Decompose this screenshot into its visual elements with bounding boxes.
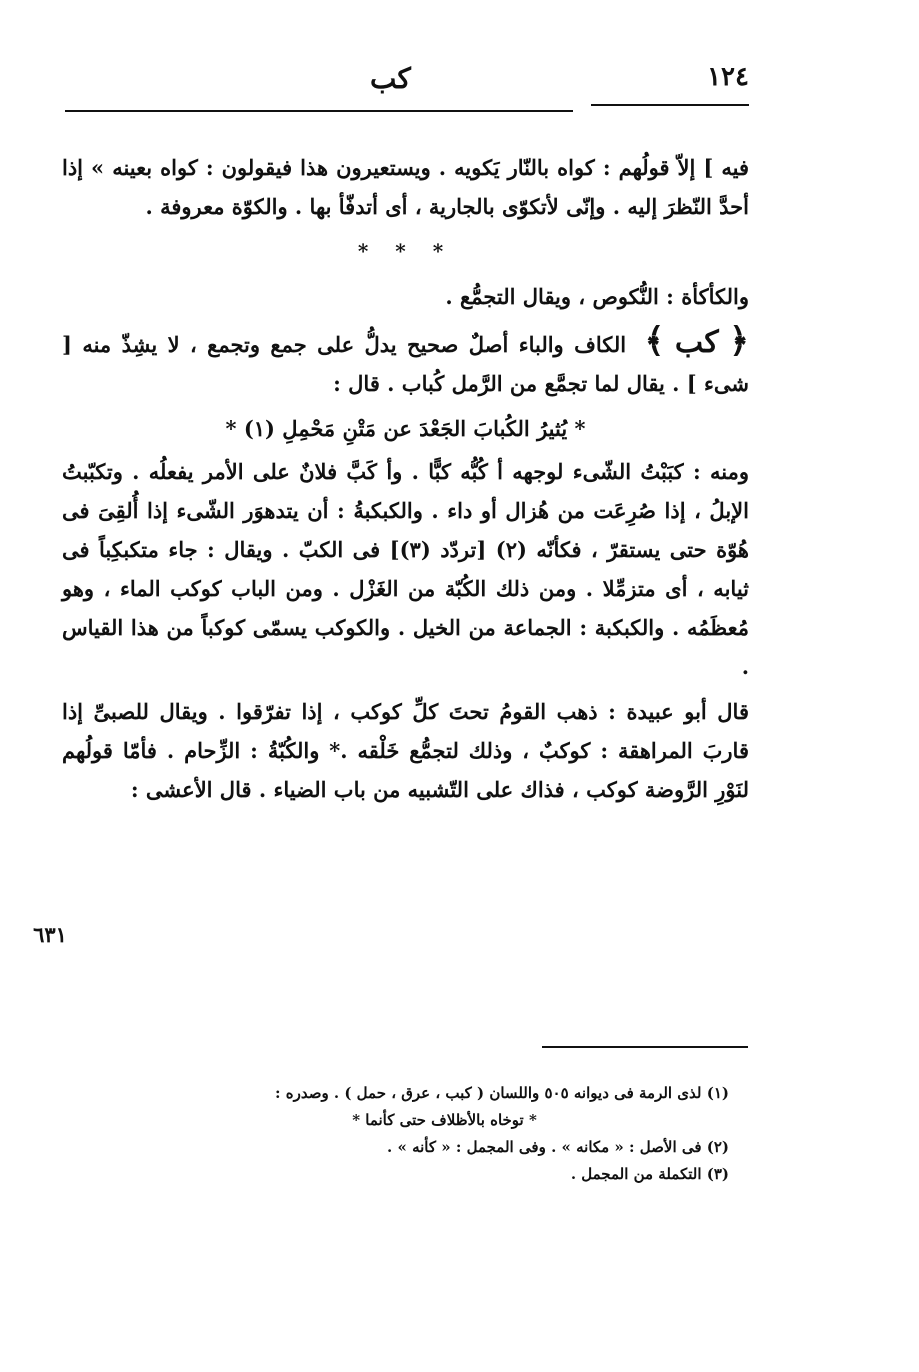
page-number: ١٢٤ xyxy=(707,62,749,92)
entry-headword xyxy=(645,322,750,362)
entry-headword-text: كب xyxy=(674,325,719,360)
footnote-1: (١) لذى الرمة فى ديوانه ٥٠٥ واللسان ( كبب ، عرق ، حمل ) . وصدره : xyxy=(274,1084,729,1102)
entry-bracket-close: ﴾ xyxy=(644,321,665,361)
paragraph-abu-ubayda: قال أبو عبيدة : ذهب القومُ تحتَ كلِّ كوكب ، إذا تفرّقوا . ويقال للصبىِّ إذا قاربَ المراهقة : كوكبٌ ، وذلك لتجمُّع خَلْقه .* والكُبّةُ : الزِّحام . فأمّا قولُهم لنَوْرِ الرَّوضة كوكب ، فذاك على التّشبيه من باب الضياء . قال الأعشى : xyxy=(62,699,749,802)
header-rule-left xyxy=(65,110,573,112)
paragraph-kabba-entry xyxy=(62,322,749,403)
page-header xyxy=(60,62,749,114)
paragraph-kakaa: والكأكأة : النُّكوص ، ويقال التجمُّع . xyxy=(445,284,749,309)
footnote-1-verse: * توخاه بالأظلاف حتى كأنما * xyxy=(352,1111,537,1129)
header-rule-right xyxy=(591,104,749,106)
entry-bracket-open: ﴿ xyxy=(729,321,749,361)
margin-number: ٦٣١ xyxy=(33,922,67,947)
section-separator: * * * xyxy=(357,239,454,263)
footnote-3: (٣) التكملة من المجمل . xyxy=(570,1165,729,1183)
paragraph-kawa: فيه ] إلاّ قولُهم : كواه بالنّار يَكويه . ويستعيرون هذا فيقولون : كواه بعينه » إذا أحدَّ النّظرَ إليه . وإنّى لأتكوّى بالجارية ، أى أتدفّأ بها . والكوّة معروفة . xyxy=(62,155,749,219)
footnote-2: (٢) فى الأصل : « مكانه » . وفى المجمل : « كأنه » . xyxy=(387,1138,729,1156)
running-head: كب xyxy=(370,62,411,95)
footnote-rule xyxy=(542,1046,748,1048)
entry-definition: الكاف والباء أصلٌ صحيح يدلُّ على جمع وتجمع ، لا يشِذّ منه [ شىء ] . يقال لما تجمَّع من الرَّمل كُباب . قال : xyxy=(62,332,749,396)
verse-line: * يُثيرُ الكُبابَ الجَعْدَ عن مَتْنِ مَحْمِلِ (١) * xyxy=(225,416,586,441)
body-text xyxy=(62,148,749,815)
footnotes xyxy=(160,1080,729,1188)
paragraph-kabab: ومنه : كبَبْتُ الشّىء لوجهه أ كُبُّه كبًّا . وأ كَبَّ فلانٌ على الأمر يفعلُه . وتكبّبتُ الإبلُ ، إذا صُرِعَت من هُزال أو داء . والكبكبةُ : أن يتدهوَر الشّىء إذا أُلقِىَ فى هُوّة حتى يستقرّ ، فكأنّه (٢) [تردّد (٣)] فى الكبّ . ويقال : جاء متكبكِباً فى ثيابه ، أى متزمِّلا . ومن ذلك الكُبّة من الغَزْل . ومن الباب كوكب الماء ، وهو مُعظَمُه . والكبكبة : الجماعة من الخيل . والكوكب يسمّى كوكباً من هذا القياس . xyxy=(62,459,749,679)
